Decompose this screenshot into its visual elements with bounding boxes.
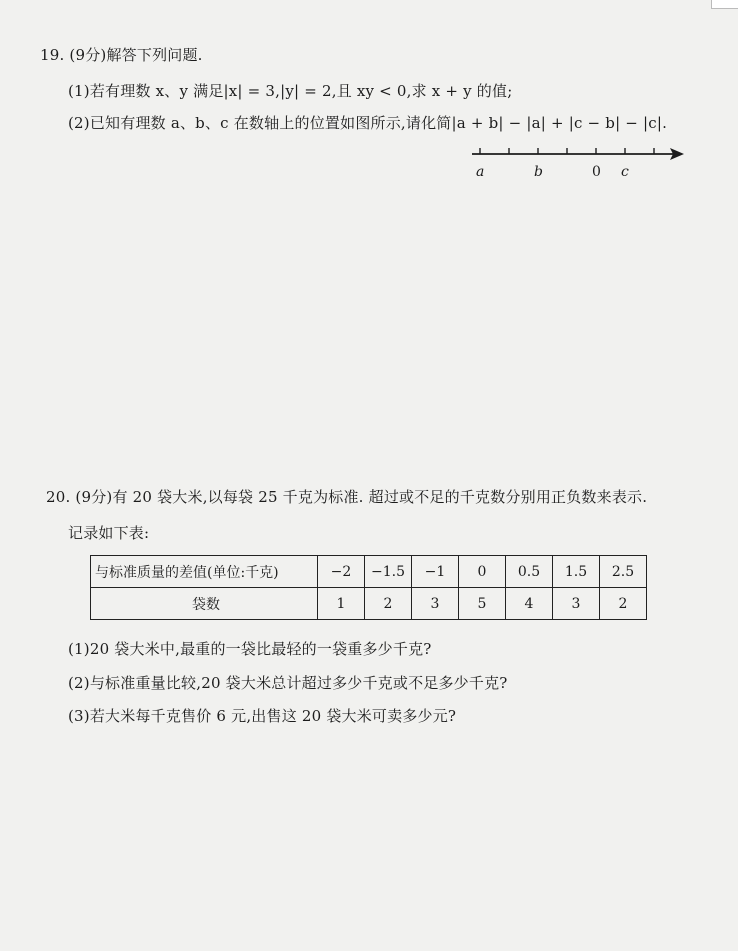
table-cell: 2	[365, 588, 412, 620]
table-cell: 0	[459, 556, 506, 588]
table-cell: 1	[318, 588, 365, 620]
table-cell: −2	[318, 556, 365, 588]
q19-part2: (2)已知有理数 a、b、c 在数轴上的位置如图所示,请化简|a + b| − |a| + |c − b| − |c|.	[68, 114, 668, 132]
q20-subquestion-3: (3)若大米每千克售价 6 元,出售这 20 袋大米可卖多少元?	[68, 707, 457, 725]
number-line-label-c: c	[621, 164, 629, 180]
table-cell: 3	[553, 588, 600, 620]
table-row	[91, 556, 647, 588]
q20-intro: 记录如下表:	[68, 524, 150, 542]
table-cell: 4	[506, 588, 553, 620]
rice-record-table	[90, 555, 647, 620]
table-cell: 2	[600, 588, 647, 620]
number-line-label-a: a	[476, 164, 485, 180]
table-cell: −1.5	[365, 556, 412, 588]
table-cell: 5	[459, 588, 506, 620]
page-corner	[711, 0, 738, 9]
table-cell: 0.5	[506, 556, 553, 588]
table-cell: 3	[412, 588, 459, 620]
q19-title: 19. (9分)解答下列问题.	[40, 46, 203, 64]
table-cell: 2.5	[600, 556, 647, 588]
number-line	[468, 138, 688, 184]
table-header-bags: 袋数	[91, 588, 318, 620]
table-cell: −1	[412, 556, 459, 588]
q20-subquestion-1: (1)20 袋大米中,最重的一袋比最轻的一袋重多少千克?	[68, 640, 432, 658]
table-cell: 1.5	[553, 556, 600, 588]
number-line-label-zero: 0	[592, 164, 601, 180]
table-header-difference: 与标准质量的差值(单位:千克)	[91, 556, 318, 588]
table-row	[91, 588, 647, 620]
number-line-label-b: b	[534, 164, 543, 180]
q20-title: 20. (9分)有 20 袋大米,以每袋 25 千克为标准. 超过或不足的千克数分别用正负数来表示.	[46, 488, 648, 506]
q20-subquestion-2: (2)与标准重量比较,20 袋大米总计超过多少千克或不足多少千克?	[68, 674, 508, 692]
q19-part1: (1)若有理数 x、y 满足|x| = 3,|y| = 2,且 xy < 0,求 x + y 的值;	[68, 82, 513, 100]
